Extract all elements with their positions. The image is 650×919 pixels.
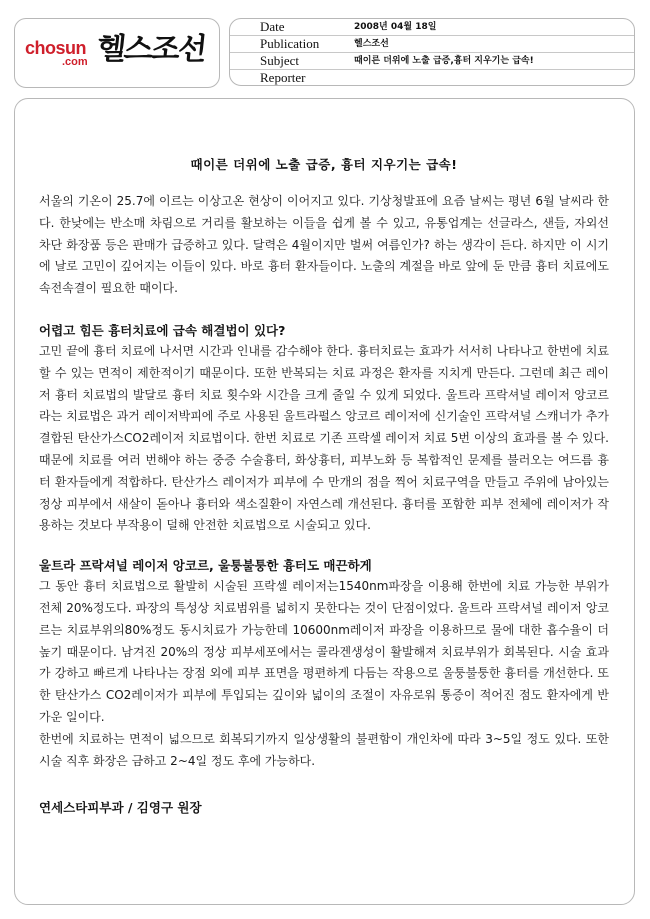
chosun-logo-text: chosun xyxy=(25,38,87,58)
date-row xyxy=(230,19,634,36)
subject-label: Subject xyxy=(260,53,299,68)
date-label: Date xyxy=(260,19,285,34)
article-content xyxy=(39,155,609,818)
subject-row xyxy=(230,53,634,70)
logo-box xyxy=(14,18,220,88)
intro-paragraph: 서울의 기온이 25.7에 이르는 이상고온 현상이 이어지고 있다. 기상청발표에 요즘 날씨는 평년 6월 날씨라 한다. 한낮에는 반소매 차림으로 거리를 활보하는 이들을 쉽게 볼 수 있고, 유통업계는 선글라스, 샌들, 자외선 차단 화장품 등은 판매가 급증하고 있다. 달력은 4월이지만 벌써 여름인가? 하는 생각이 든다. 하지만 이 시기에 날로 고민이 깊어지는 이들이 있다. 바로 흉터 환자들이다. 노출의 계절을 바로 앞에 둔 만큼 흉터 치료에도 속전속결이 필요한 때이다. xyxy=(39,194,609,296)
spacer xyxy=(39,772,609,798)
section1-title: 어렵고 힘든 흉터치료에 급속 해결법이 있다? xyxy=(39,322,286,338)
article-box xyxy=(14,98,635,905)
section1-paragraph: 고민 끝에 흉터 치료에 나서면 시간과 인내를 감수해야 한다. 흉터치료는 효과가 서서히 나타나고 한번에 치료 할 수 있는 면적이 제한적이기 때문이다. 또한 반복되는 치료 과정은 환자를 지치게 만든다. 그런데 최근 레이저 흉터 치료법의 발달로 흉터 치료 횟수와 시간을 크게 줄일 수 있게 되었다. 울트라 프락셔널 레이저 앙코르라는 치료법은 과거 레이저박피에 주로 사용된 울트라펄스 앙코르 레이저에 신기술인 프락셔널 스캐너가 추가 결합된 탄산가스CO2레이저 치료법이다. 한번 치료로 기존 프락셀 레이저 치료 5번 이상의 효과를 볼 수 있다. 때문에 치료를 여러 번해야 하는 중증 수술흉터, 화상흉터, 피부노화 등 복합적인 문제를 불러오는 여드름 흉터 환자들에게 적합하다. 탄산가스 레이저가 피부에 수 만개의 점을 찍어 치료구역을 만들고 주위에 남아있는 정상 피부에서 새살이 돋아나 흉터와 색소질환이 자연스레 개선된다. 흉터를 포함한 피부 전체에 레이저가 작용하는 것보다 부작용이 덜해 안전한 치료법으로 시술되고 있다. xyxy=(39,343,609,533)
date-value: 2008년 04월 18일 xyxy=(354,22,437,32)
metadata-table xyxy=(229,18,635,86)
subject-value: 때이른 더위에 노출 급증,흉터 지우기는 급속! xyxy=(354,56,534,66)
reporter-row xyxy=(230,70,634,86)
publication-row xyxy=(230,36,634,53)
publication-value: 헬스조선 xyxy=(354,39,389,49)
section2-paragraph: 그 동안 흉터 치료법으로 활발히 시술된 프락셀 레이저는1540nm파장을 이용해 한번에 치료 가능한 부위가 전체 20%정도다. 파장의 특성상 치료범위를 넓히지 못한다는 것이 단점이었다. 울트라 프락셔널 레이저 앙코르는 치료부위의80%정도 동시치료가 가능한데 10600nm레이저 파장을 이용하므로 물에 대한 흡수율이 더 높기 때문이다. 남겨진 20%의 정상 피부세포에서는 콜라겐생성이 활발해져 치료부위가 회복된다. 시술 효과가 강하고 빠르게 나타나는 장점 외에 피부 표면을 평편하게 다듬는 작용으로 울퉁불퉁한 흉터를 개선한다. 또한 탄산가스 CO2레이저가 피부에 투입되는 깊이와 넓이의 조절이 자유로워 통증이 적어진 점도 환자에게 반가운 일이다. xyxy=(39,579,609,724)
author-signature: 연세스타피부과 / 김영구 원장 xyxy=(39,800,202,816)
publication-label: Publication xyxy=(260,36,320,51)
reporter-label: Reporter xyxy=(260,70,306,85)
health-chosun-logo-text: 헬스조선 xyxy=(95,32,207,67)
section2-paragraph-2: 한번에 치료하는 면적이 넓으므로 회복되기까지 일상생활의 불편함이 개인차에 따라 3~5일 정도 있다. 또한 시술 직후 화장은 금하고 2~4일 정도 후에 가능하다. xyxy=(39,731,609,768)
chosun-logo-domain: .com xyxy=(62,56,88,68)
spacer xyxy=(39,537,609,555)
article-headline: 때이른 더위에 노출 급증, 흉터 지우기는 급속! xyxy=(190,157,458,172)
section2-title: 울트라 프락셔널 레이저 앙코르, 울퉁불퉁한 흉터도 매끈하게 xyxy=(39,558,372,574)
spacer xyxy=(39,300,609,320)
